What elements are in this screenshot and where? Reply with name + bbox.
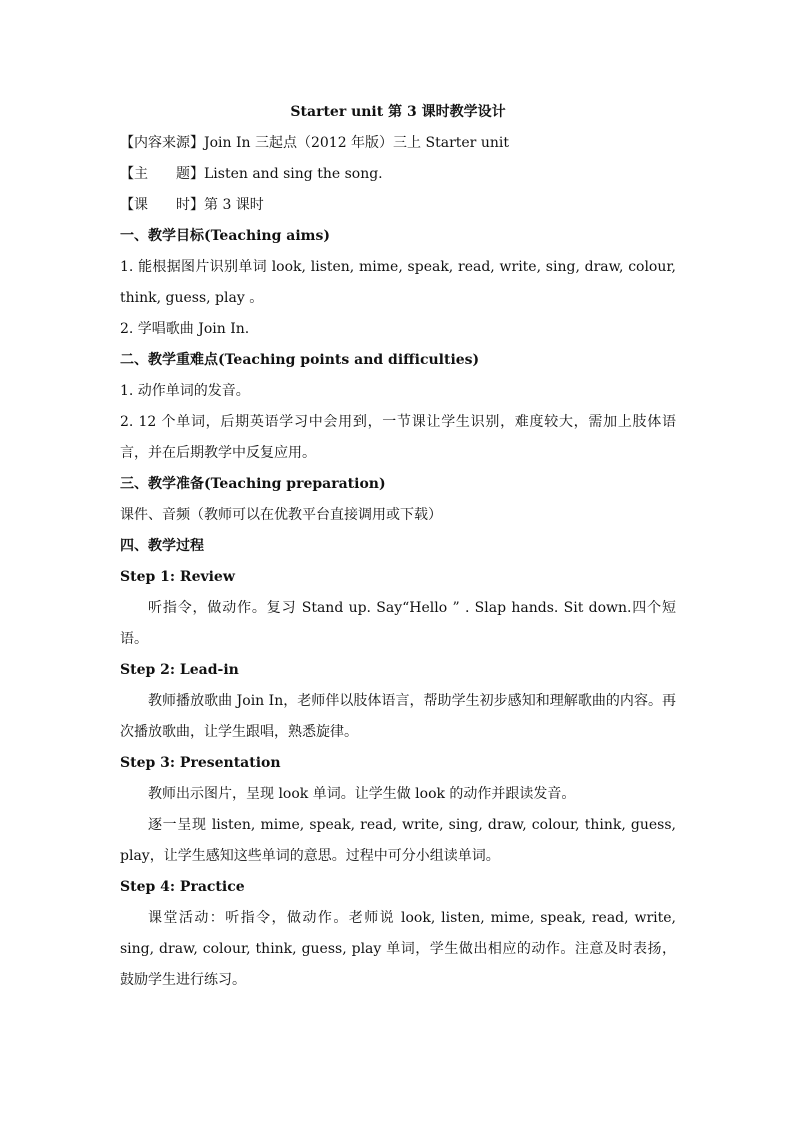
points-item-1: 1. 动作单词的发音。 bbox=[120, 383, 250, 399]
step3-heading: Step 3: Presentation bbox=[120, 755, 281, 771]
prep-text: 课件、音频（教师可以在优教平台直接调用或下载） bbox=[120, 507, 442, 523]
section-heading-prep: 三、教学准备(Teaching preparation) bbox=[120, 476, 386, 492]
step1-text: 听指令，做动作。复习 Stand up. Say“Hello ” . Slap hands. Sit down.四个短语。 bbox=[120, 600, 676, 647]
step4-text: 课堂活动：听指令，做动作。老师说 look, listen, mime, speak, read, write, sing, draw, colour, think, guess, play 单词，学生做出相应的动作。注意及时表扬，鼓励学生进行练习。 bbox=[120, 910, 676, 988]
step2-text: 教师播放歌曲 Join In，老师伴以肢体语言，帮助学生初步感知和理解歌曲的内容。再次播放歌曲，让学生跟唱，熟悉旋律。 bbox=[120, 693, 676, 740]
content-source: 【内容来源】Join In 三起点（2012 年版）三上 Starter unit bbox=[120, 135, 509, 151]
step3-text-2: 逐一呈现 listen, mime, speak, read, write, sing, draw, colour, think, guess, play，让学生感知这些单词的意思。过程中可分小组读单词。 bbox=[120, 817, 676, 864]
section-heading-points: 二、教学重难点(Teaching points and difficulties) bbox=[120, 352, 480, 368]
step4-heading: Step 4: Practice bbox=[120, 879, 245, 895]
step1-heading: Step 1: Review bbox=[120, 569, 235, 585]
lesson-theme: 【主 题】Listen and sing the song. bbox=[120, 166, 383, 182]
step3-text-1: 教师出示图片，呈现 look 单词。让学生做 look 的动作并跟读发音。 bbox=[148, 786, 576, 802]
step2-heading: Step 2: Lead-in bbox=[120, 662, 239, 678]
section-heading-process: 四、教学过程 bbox=[120, 538, 204, 554]
document-page bbox=[120, 97, 676, 996]
points-item-2: 2. 12 个单词，后期英语学习中会用到，一节课让学生识别，难度较大，需加上肢体语言，并在后期教学中反复应用。 bbox=[120, 414, 676, 461]
aims-item-2: 2. 学唱歌曲 Join In. bbox=[120, 321, 250, 337]
lesson-period: 【课 时】第 3 课时 bbox=[120, 197, 264, 213]
document-title: Starter unit 第 3 课时教学设计 bbox=[290, 104, 506, 120]
section-heading-aims: 一、教学目标(Teaching aims) bbox=[120, 228, 330, 244]
aims-item-1: 1. 能根据图片识别单词 look, listen, mime, speak, read, write, sing, draw, colour, think, guess, play 。 bbox=[120, 259, 676, 306]
